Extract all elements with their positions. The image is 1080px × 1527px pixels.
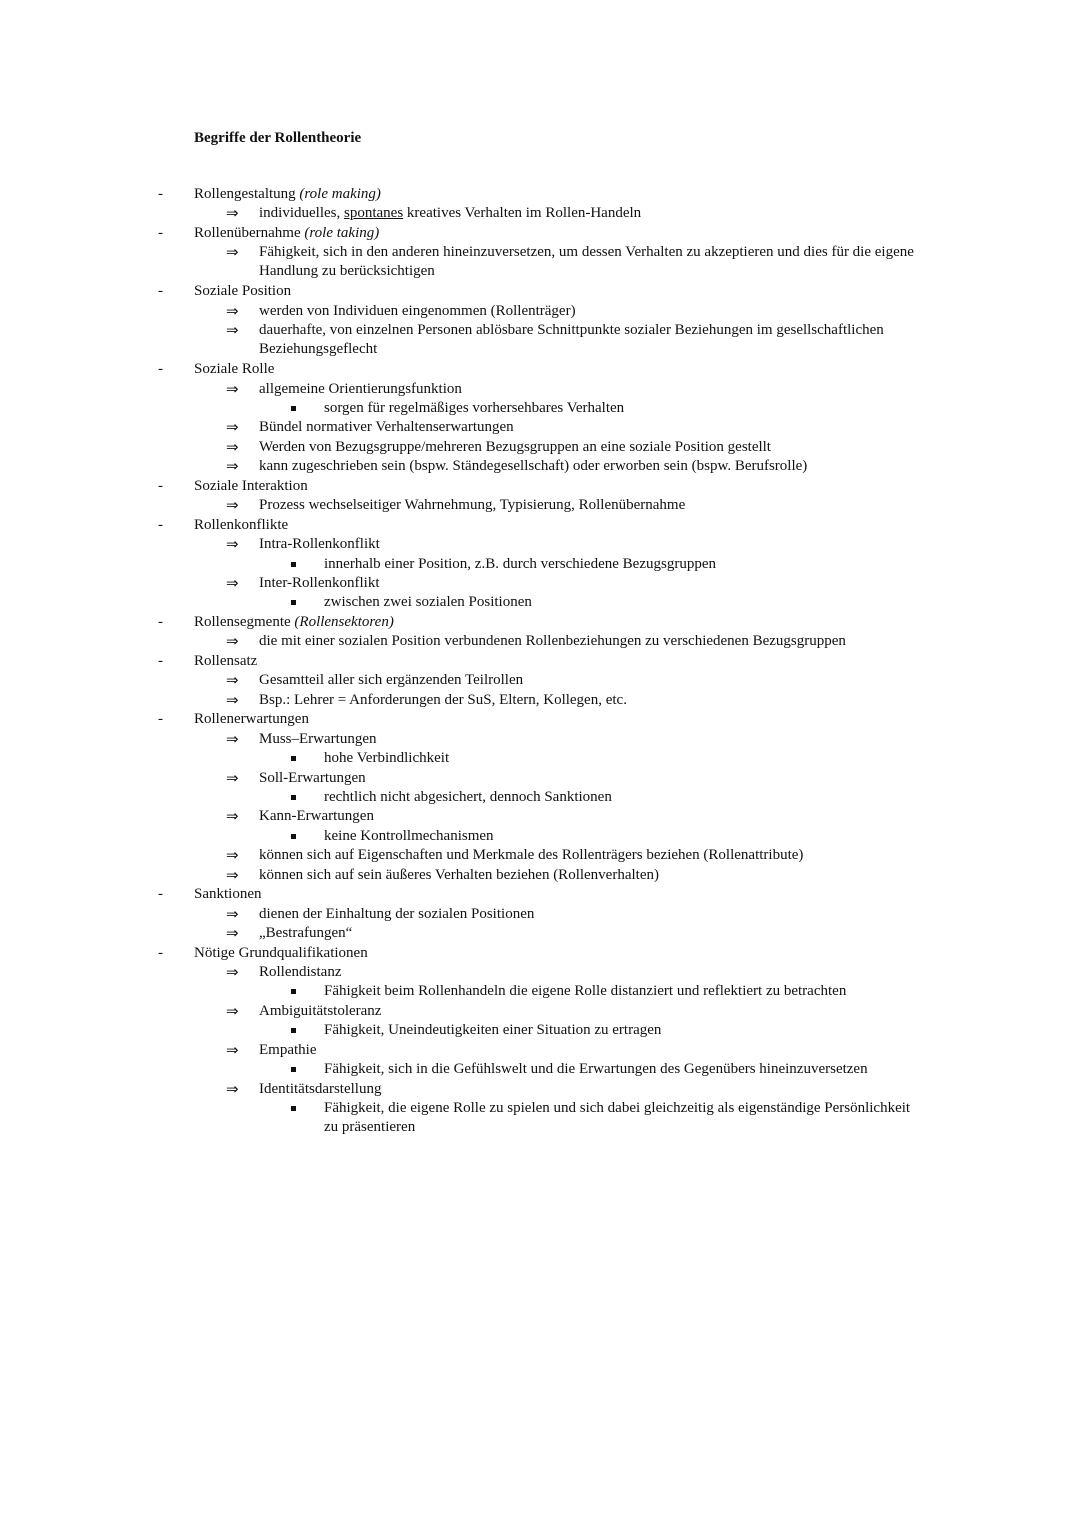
arrow-icon: ⇒ [226,496,239,515]
square-bullet-icon [291,756,296,761]
arrow-icon: ⇒ [226,690,239,709]
arrow-point-text: können sich auf sein äußeres Verhalten beziehen (Rollenverhalten) [259,866,659,883]
term-label [194,944,368,963]
term-name: Soziale Interaktion [194,477,308,494]
bullet-point-text: hohe Verbindlichkeit [324,750,450,767]
arrow-icon: ⇒ [226,574,239,592]
bullet-point-text: Fähigkeit, sich in die Gefühlswelt und die Erwartungen des Gegenübers hineinzuversetzen [324,1061,868,1078]
arrow-icon: ⇒ [226,846,239,865]
square-bullet-icon [291,600,296,605]
dash-marker: - [158,711,163,728]
arrow-point-text: Muss–Erwartungen [259,730,377,747]
arrow-point-text: Ambiguitätstoleranz [259,1002,382,1019]
arrow-point-text: Rollendistanz [259,964,342,980]
square-bullet-icon [291,562,296,567]
term-name: Rollengestaltung [194,186,296,202]
arrow-point-text: kann zugeschrieben sein (bspw. Ständegesellschaft) oder erworben sein (bspw. Berufsrolle) [259,458,808,475]
bullet-point-text: zwischen zwei sozialen Positionen [324,594,532,611]
arrow-point-text: Gesamtteil aller sich ergänzenden Teilrollen [259,672,524,689]
dash-marker: - [158,516,163,533]
arrow-point-text: Kann-Erwartungen [259,808,374,825]
bullet-point-text: Fähigkeit beim Rollenhandeln die eigene Rolle distanziert und reflektiert zu betrachten [324,983,847,1000]
term-name: Rollenerwartungen [194,711,309,728]
term-name: Soziale Rolle [194,361,275,378]
arrow-icon: ⇒ [226,457,239,476]
arrow-point-text: Empathie [259,1041,317,1058]
arrow-icon: ⇒ [226,1079,239,1098]
square-bullet-icon [291,834,296,839]
arrow-icon: ⇒ [226,924,239,943]
arrow-icon: ⇒ [226,204,239,223]
term-label [194,282,291,301]
arrow-icon: ⇒ [226,418,239,437]
term-label [194,652,257,671]
term-note: (Rollensektoren) [294,613,394,630]
term-name: Rollenübernahme [194,224,301,241]
arrow-icon: ⇒ [226,768,239,787]
arrow-point-text: Identitätsdarstellung [259,1080,382,1097]
arrow-icon: ⇒ [226,301,239,320]
term-name: Nötige Grundqualifikationen [194,944,368,961]
arrow-point-text: Werden von Bezugsgruppe/mehreren Bezugsgruppen an eine soziale Position gestellt [259,438,771,455]
dash-marker: - [158,652,163,669]
arrow-icon: ⇒ [226,807,239,826]
term-label [194,477,308,496]
arrow-icon: ⇒ [226,729,239,748]
term-label [194,710,309,729]
term-name: Soziale Position [194,283,292,300]
arrow-point-text: Intra-Rollenkonflikt [259,536,380,553]
term-note: (role making) [299,186,381,202]
arrow-point-text: werden von Individuen eingenommen (Rollenträger) [259,302,576,319]
arrow-point-text: individuelles, spontanes kreatives Verhalten im Rollen-Handeln [259,205,642,222]
bullet-point-text: keine Kontrollmechanismen [324,827,494,844]
arrow-icon: ⇒ [226,904,239,923]
arrow-point-text: Bündel normativer Verhaltenserwartungen [259,419,514,436]
term-label [194,360,274,379]
dash-marker: - [158,361,163,378]
term-label [194,185,381,204]
dash-marker: - [158,224,163,241]
arrow-icon: ⇒ [226,379,239,398]
arrow-icon: ⇒ [226,632,239,651]
bullet-point-text: Fähigkeit, Uneindeutigkeiten einer Situation zu ertragen [324,1022,662,1039]
term-label [194,224,379,243]
arrow-point-text: dienen der Einhaltung der sozialen Positionen [259,905,535,922]
square-bullet-icon [291,989,296,994]
term-note: (role taking) [304,224,380,241]
arrow-icon: ⇒ [226,1040,239,1059]
bullet-point-text: innerhalb einer Position, z.B. durch verschiedene Bezugsgruppen [324,555,716,572]
term-name: Rollensegmente [194,613,291,630]
dash-marker: - [158,886,163,903]
term-label [194,613,394,632]
dash-marker: - [158,477,163,494]
arrow-point-text: Inter-Rollenkonflikt [259,575,380,591]
arrow-icon: ⇒ [226,865,239,884]
term-label [194,516,288,535]
arrow-point-text: „Bestrafungen“ [259,925,353,942]
arrow-icon: ⇒ [226,321,239,340]
dash-marker: - [158,283,163,300]
square-bullet-icon [291,406,296,411]
term-label [194,885,262,904]
dash-marker: - [158,186,163,202]
arrow-point-text: Fähigkeit, sich in den anderen hineinzuversetzen, um dessen Verhalten zu akzeptieren und dies für die eigene Handlung zu berücksichtigen [259,244,914,280]
dash-marker: - [158,944,163,961]
bullet-point-text: rechtlich nicht abgesichert, dennoch Sanktionen [324,788,612,805]
square-bullet-icon [291,795,296,800]
square-bullet-icon [291,1067,296,1072]
arrow-point-text: Prozess wechselseitiger Wahrnehmung, Typisierung, Rollenübernahme [259,497,686,514]
page-title: Begriffe der Rollentheorie [194,130,362,146]
square-bullet-icon [291,1106,296,1111]
term-name: Rollenkonflikte [194,516,289,533]
arrow-icon: ⇒ [226,963,239,981]
square-bullet-icon [291,1028,296,1033]
arrow-icon: ⇒ [226,671,239,690]
arrow-point-text: dauerhafte, von einzelnen Personen ablösbare Schnittpunkte sozialer Beziehungen im gesellschaftlichen Beziehungsgeflecht [259,322,884,358]
arrow-point-text: allgemeine Orientierungsfunktion [259,380,462,397]
bullet-point-text: sorgen für regelmäßiges vorhersehbares Verhalten [324,399,625,416]
term-name: Sanktionen [194,886,262,903]
underlined-word: spontanes [344,205,404,222]
arrow-icon: ⇒ [226,535,239,554]
arrow-point-text: die mit einer sozialen Position verbundenen Rollenbeziehungen zu verschiedenen Bezugsgruppen [259,633,846,650]
bullet-point-text: Fähigkeit, die eigene Rolle zu spielen und sich dabei gleichzeitig als eigenständige Persönlichkeit zu präsentieren [324,1100,911,1136]
dash-marker: - [158,613,163,630]
arrow-icon: ⇒ [226,437,239,456]
arrow-icon: ⇒ [226,1001,239,1020]
arrow-point-text: Soll-Erwartungen [259,769,366,786]
term-name: Rollensatz [194,652,258,669]
arrow-point-text: Bsp.: Lehrer = Anforderungen der SuS, Eltern, Kollegen, etc. [259,691,627,708]
arrow-point-text: können sich auf Eigenschaften und Merkmale des Rollenträgers beziehen (Rollenattribute) [259,847,804,864]
arrow-icon: ⇒ [226,243,239,262]
